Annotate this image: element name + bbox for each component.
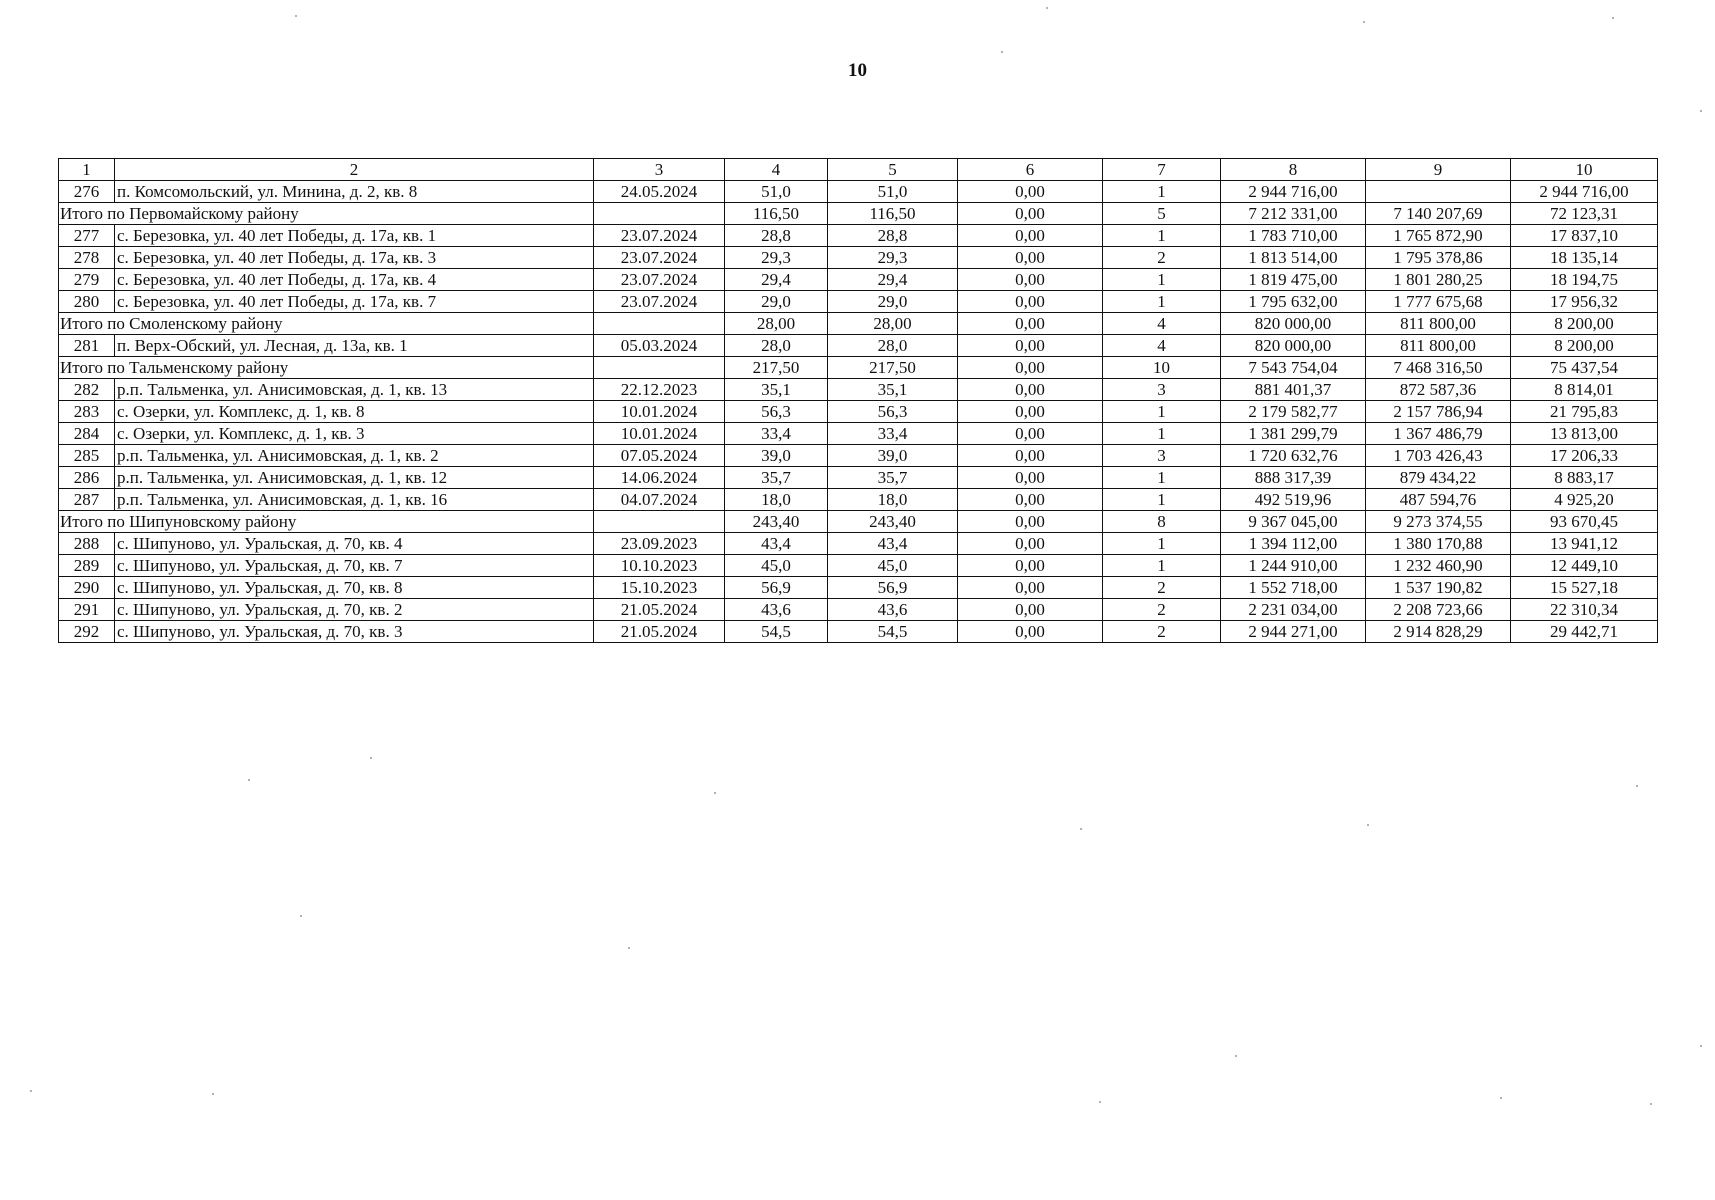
table-cell: 28,00 <box>725 313 828 335</box>
row-number: 283 <box>59 401 115 423</box>
table-cell: 2 <box>1103 621 1221 643</box>
table-row <box>59 401 1658 423</box>
address-cell: с. Шипуново, ул. Уральская, д. 70, кв. 8 <box>115 577 594 599</box>
table-cell: 8 200,00 <box>1511 335 1658 357</box>
table-cell: 0,00 <box>958 379 1103 401</box>
table-cell: 33,4 <box>725 423 828 445</box>
table-cell: 243,40 <box>828 511 958 533</box>
column-header: 9 <box>1366 159 1511 181</box>
table-cell: 243,40 <box>725 511 828 533</box>
table-cell: 72 123,31 <box>1511 203 1658 225</box>
table-cell: 1 819 475,00 <box>1221 269 1366 291</box>
table-cell: 1 <box>1103 181 1221 203</box>
table-cell: 0,00 <box>958 533 1103 555</box>
table-cell: 1 703 426,43 <box>1366 445 1511 467</box>
district-total-row <box>59 511 1658 533</box>
column-header: 6 <box>958 159 1103 181</box>
date-cell: 10.01.2024 <box>594 423 725 445</box>
table-row <box>59 621 1658 643</box>
table-cell: 2 944 716,00 <box>1511 181 1658 203</box>
table-cell: 51,0 <box>725 181 828 203</box>
row-number: 290 <box>59 577 115 599</box>
table-cell: 0,00 <box>958 357 1103 379</box>
table-row <box>59 181 1658 203</box>
table-cell: 4 925,20 <box>1511 489 1658 511</box>
table-cell: 35,7 <box>828 467 958 489</box>
date-cell: 23.09.2023 <box>594 533 725 555</box>
table-cell: 2 944 716,00 <box>1221 181 1366 203</box>
column-header: 7 <box>1103 159 1221 181</box>
table-cell: 4 <box>1103 335 1221 357</box>
address-cell: р.п. Тальменка, ул. Анисимовская, д. 1, кв. 16 <box>115 489 594 511</box>
table-row <box>59 577 1658 599</box>
table-cell: 0,00 <box>958 401 1103 423</box>
table-cell: 1 537 190,82 <box>1366 577 1511 599</box>
table-cell: 116,50 <box>725 203 828 225</box>
table-cell: 13 813,00 <box>1511 423 1658 445</box>
row-number: 287 <box>59 489 115 511</box>
address-cell: с. Шипуново, ул. Уральская, д. 70, кв. 7 <box>115 555 594 577</box>
table-cell: 8 883,17 <box>1511 467 1658 489</box>
table-cell: 3 <box>1103 379 1221 401</box>
table-cell: 1 <box>1103 225 1221 247</box>
table-cell: 1 795 632,00 <box>1221 291 1366 313</box>
table-cell: 28,8 <box>725 225 828 247</box>
date-cell: 14.06.2024 <box>594 467 725 489</box>
table-cell: 1 765 872,90 <box>1366 225 1511 247</box>
district-total-row <box>59 203 1658 225</box>
table-cell: 5 <box>1103 203 1221 225</box>
table-cell: 56,3 <box>725 401 828 423</box>
table-cell: 18,0 <box>725 489 828 511</box>
table-cell: 0,00 <box>958 599 1103 621</box>
district-total-label: Итого по Первомайскому району <box>59 203 594 225</box>
row-number: 278 <box>59 247 115 269</box>
table-cell: 1 801 280,25 <box>1366 269 1511 291</box>
row-number: 281 <box>59 335 115 357</box>
date-cell: 22.12.2023 <box>594 379 725 401</box>
table-cell: 17 206,33 <box>1511 445 1658 467</box>
row-number: 276 <box>59 181 115 203</box>
table-cell: 0,00 <box>958 225 1103 247</box>
table-cell: 0,00 <box>958 181 1103 203</box>
date-cell: 24.05.2024 <box>594 181 725 203</box>
table-cell: 29,3 <box>725 247 828 269</box>
table-cell: 29,3 <box>828 247 958 269</box>
district-total-label: Итого по Смоленскому району <box>59 313 594 335</box>
date-cell: 10.10.2023 <box>594 555 725 577</box>
table-cell: 29,0 <box>828 291 958 313</box>
table-cell: 2 179 582,77 <box>1221 401 1366 423</box>
table-cell: 8 200,00 <box>1511 313 1658 335</box>
address-cell: с. Шипуново, ул. Уральская, д. 70, кв. 4 <box>115 533 594 555</box>
address-cell: р.п. Тальменка, ул. Анисимовская, д. 1, кв. 12 <box>115 467 594 489</box>
table-cell <box>594 357 725 379</box>
table-cell: 881 401,37 <box>1221 379 1366 401</box>
table-cell: 8 <box>1103 511 1221 533</box>
table-cell: 0,00 <box>958 247 1103 269</box>
district-total-row <box>59 357 1658 379</box>
table-cell: 9 273 374,55 <box>1366 511 1511 533</box>
table-cell: 18,0 <box>828 489 958 511</box>
table-cell: 1 394 112,00 <box>1221 533 1366 555</box>
table-cell: 13 941,12 <box>1511 533 1658 555</box>
table-cell: 1 813 514,00 <box>1221 247 1366 269</box>
column-header: 8 <box>1221 159 1366 181</box>
date-cell: 15.10.2023 <box>594 577 725 599</box>
table-cell: 29,4 <box>828 269 958 291</box>
table-cell: 54,5 <box>828 621 958 643</box>
table-row <box>59 555 1658 577</box>
table-cell: 18 135,14 <box>1511 247 1658 269</box>
table-cell: 820 000,00 <box>1221 335 1366 357</box>
table-row <box>59 269 1658 291</box>
table-cell: 28,0 <box>828 335 958 357</box>
row-number: 289 <box>59 555 115 577</box>
date-cell: 21.05.2024 <box>594 621 725 643</box>
table-cell: 1 <box>1103 489 1221 511</box>
table-cell: 487 594,76 <box>1366 489 1511 511</box>
table-cell: 0,00 <box>958 467 1103 489</box>
table-cell: 39,0 <box>725 445 828 467</box>
table-cell: 43,4 <box>725 533 828 555</box>
table-cell: 811 800,00 <box>1366 335 1511 357</box>
table-cell: 2 231 034,00 <box>1221 599 1366 621</box>
table-cell: 39,0 <box>828 445 958 467</box>
table-cell: 0,00 <box>958 335 1103 357</box>
district-total-label: Итого по Тальменскому району <box>59 357 594 379</box>
date-cell: 23.07.2024 <box>594 247 725 269</box>
page-number: 10 <box>848 60 867 81</box>
table-cell <box>594 313 725 335</box>
table-row <box>59 423 1658 445</box>
table-cell: 0,00 <box>958 621 1103 643</box>
table-row <box>59 467 1658 489</box>
row-number: 279 <box>59 269 115 291</box>
column-header: 10 <box>1511 159 1658 181</box>
table-cell <box>594 203 725 225</box>
date-cell: 23.07.2024 <box>594 269 725 291</box>
table-cell: 2 <box>1103 599 1221 621</box>
table-cell: 0,00 <box>958 489 1103 511</box>
column-header: 1 <box>59 159 115 181</box>
table-cell: 21 795,83 <box>1511 401 1658 423</box>
table-row <box>59 489 1658 511</box>
address-cell: с. Березовка, ул. 40 лет Победы, д. 17а, кв. 3 <box>115 247 594 269</box>
table-cell: 9 367 045,00 <box>1221 511 1366 533</box>
table-cell: 811 800,00 <box>1366 313 1511 335</box>
date-cell: 05.03.2024 <box>594 335 725 357</box>
table-cell: 29,4 <box>725 269 828 291</box>
table-row <box>59 291 1658 313</box>
table-cell: 1 <box>1103 291 1221 313</box>
housing-registry-table <box>58 158 1658 643</box>
address-cell: с. Озерки, ул. Комплекс, д. 1, кв. 8 <box>115 401 594 423</box>
row-number: 291 <box>59 599 115 621</box>
table-cell: 1 <box>1103 269 1221 291</box>
row-number: 282 <box>59 379 115 401</box>
table-cell: 2 914 828,29 <box>1366 621 1511 643</box>
table-cell: 0,00 <box>958 203 1103 225</box>
date-cell: 04.07.2024 <box>594 489 725 511</box>
table-cell: 7 212 331,00 <box>1221 203 1366 225</box>
table-row <box>59 225 1658 247</box>
table-cell: 54,5 <box>725 621 828 643</box>
table-cell: 1 232 460,90 <box>1366 555 1511 577</box>
table-cell: 7 468 316,50 <box>1366 357 1511 379</box>
table-cell: 0,00 <box>958 313 1103 335</box>
table-cell: 0,00 <box>958 511 1103 533</box>
address-cell: п. Верх-Обский, ул. Лесная, д. 13а, кв. 1 <box>115 335 594 357</box>
row-number: 286 <box>59 467 115 489</box>
table-cell: 1 <box>1103 467 1221 489</box>
table-cell: 1 244 910,00 <box>1221 555 1366 577</box>
date-cell: 07.05.2024 <box>594 445 725 467</box>
table-cell: 43,6 <box>828 599 958 621</box>
table-cell: 2 208 723,66 <box>1366 599 1511 621</box>
table-cell: 820 000,00 <box>1221 313 1366 335</box>
table-cell: 29,0 <box>725 291 828 313</box>
table-cell: 56,9 <box>725 577 828 599</box>
table-cell: 15 527,18 <box>1511 577 1658 599</box>
row-number: 285 <box>59 445 115 467</box>
address-cell: с. Озерки, ул. Комплекс, д. 1, кв. 3 <box>115 423 594 445</box>
table-cell: 116,50 <box>828 203 958 225</box>
table-cell: 492 519,96 <box>1221 489 1366 511</box>
table-cell: 35,7 <box>725 467 828 489</box>
table-cell: 4 <box>1103 313 1221 335</box>
column-header: 3 <box>594 159 725 181</box>
table-cell: 28,0 <box>725 335 828 357</box>
table-cell: 17 956,32 <box>1511 291 1658 313</box>
table-cell: 1 795 378,86 <box>1366 247 1511 269</box>
table-cell: 45,0 <box>725 555 828 577</box>
row-number: 280 <box>59 291 115 313</box>
table-cell: 1 <box>1103 423 1221 445</box>
table-row <box>59 599 1658 621</box>
address-cell: с. Березовка, ул. 40 лет Победы, д. 17а, кв. 4 <box>115 269 594 291</box>
table-cell: 33,4 <box>828 423 958 445</box>
table-cell: 22 310,34 <box>1511 599 1658 621</box>
table-cell: 10 <box>1103 357 1221 379</box>
table-cell <box>1366 181 1511 203</box>
address-cell: р.п. Тальменка, ул. Анисимовская, д. 1, кв. 2 <box>115 445 594 467</box>
address-cell: р.п. Тальменка, ул. Анисимовская, д. 1, кв. 13 <box>115 379 594 401</box>
table-cell: 2 944 271,00 <box>1221 621 1366 643</box>
column-header: 4 <box>725 159 828 181</box>
table-cell: 2 <box>1103 577 1221 599</box>
address-cell: с. Шипуново, ул. Уральская, д. 70, кв. 3 <box>115 621 594 643</box>
row-number: 288 <box>59 533 115 555</box>
table-cell: 888 317,39 <box>1221 467 1366 489</box>
table-body <box>59 159 1658 643</box>
table-cell: 3 <box>1103 445 1221 467</box>
table-cell: 35,1 <box>828 379 958 401</box>
table-cell: 2 157 786,94 <box>1366 401 1511 423</box>
table-cell: 7 543 754,04 <box>1221 357 1366 379</box>
district-total-row <box>59 313 1658 335</box>
table-cell: 45,0 <box>828 555 958 577</box>
table-cell: 0,00 <box>958 269 1103 291</box>
table-cell: 8 814,01 <box>1511 379 1658 401</box>
table-cell: 75 437,54 <box>1511 357 1658 379</box>
table-cell: 2 <box>1103 247 1221 269</box>
table-cell: 7 140 207,69 <box>1366 203 1511 225</box>
table-cell: 28,8 <box>828 225 958 247</box>
column-header: 2 <box>115 159 594 181</box>
table-cell: 0,00 <box>958 555 1103 577</box>
table-cell: 1 <box>1103 533 1221 555</box>
row-number: 292 <box>59 621 115 643</box>
table-cell: 12 449,10 <box>1511 555 1658 577</box>
date-cell: 23.07.2024 <box>594 225 725 247</box>
table-cell: 51,0 <box>828 181 958 203</box>
address-cell: с. Березовка, ул. 40 лет Победы, д. 17а, кв. 7 <box>115 291 594 313</box>
address-cell: с. Березовка, ул. 40 лет Победы, д. 17а, кв. 1 <box>115 225 594 247</box>
row-number: 284 <box>59 423 115 445</box>
table-cell: 1 777 675,68 <box>1366 291 1511 313</box>
table-cell: 28,00 <box>828 313 958 335</box>
date-cell: 23.07.2024 <box>594 291 725 313</box>
table-cell: 1 380 170,88 <box>1366 533 1511 555</box>
table-cell: 1 552 718,00 <box>1221 577 1366 599</box>
address-cell: п. Комсомольский, ул. Минина, д. 2, кв. 8 <box>115 181 594 203</box>
date-cell: 21.05.2024 <box>594 599 725 621</box>
table-cell: 93 670,45 <box>1511 511 1658 533</box>
column-header: 5 <box>828 159 958 181</box>
date-cell: 10.01.2024 <box>594 401 725 423</box>
district-total-label: Итого по Шипуновскому району <box>59 511 594 533</box>
table-cell: 18 194,75 <box>1511 269 1658 291</box>
table-cell: 1 <box>1103 555 1221 577</box>
table-cell: 1 <box>1103 401 1221 423</box>
table-cell: 1 381 299,79 <box>1221 423 1366 445</box>
table-cell: 217,50 <box>725 357 828 379</box>
table-cell: 217,50 <box>828 357 958 379</box>
table-row <box>59 533 1658 555</box>
table-cell: 1 367 486,79 <box>1366 423 1511 445</box>
header-row <box>59 159 1658 181</box>
table-cell: 1 720 632,76 <box>1221 445 1366 467</box>
table-row <box>59 445 1658 467</box>
table-cell: 29 442,71 <box>1511 621 1658 643</box>
table-row <box>59 379 1658 401</box>
table-cell: 1 783 710,00 <box>1221 225 1366 247</box>
table-cell: 872 587,36 <box>1366 379 1511 401</box>
table-cell: 0,00 <box>958 445 1103 467</box>
table-cell: 35,1 <box>725 379 828 401</box>
table-row <box>59 247 1658 269</box>
table-cell: 0,00 <box>958 291 1103 313</box>
table-row <box>59 335 1658 357</box>
row-number: 277 <box>59 225 115 247</box>
table-cell: 56,3 <box>828 401 958 423</box>
table-cell: 0,00 <box>958 423 1103 445</box>
address-cell: с. Шипуново, ул. Уральская, д. 70, кв. 2 <box>115 599 594 621</box>
table-cell: 0,00 <box>958 577 1103 599</box>
table-cell: 56,9 <box>828 577 958 599</box>
table-cell <box>594 511 725 533</box>
table-cell: 43,4 <box>828 533 958 555</box>
table-cell: 17 837,10 <box>1511 225 1658 247</box>
table-cell: 879 434,22 <box>1366 467 1511 489</box>
table-cell: 43,6 <box>725 599 828 621</box>
